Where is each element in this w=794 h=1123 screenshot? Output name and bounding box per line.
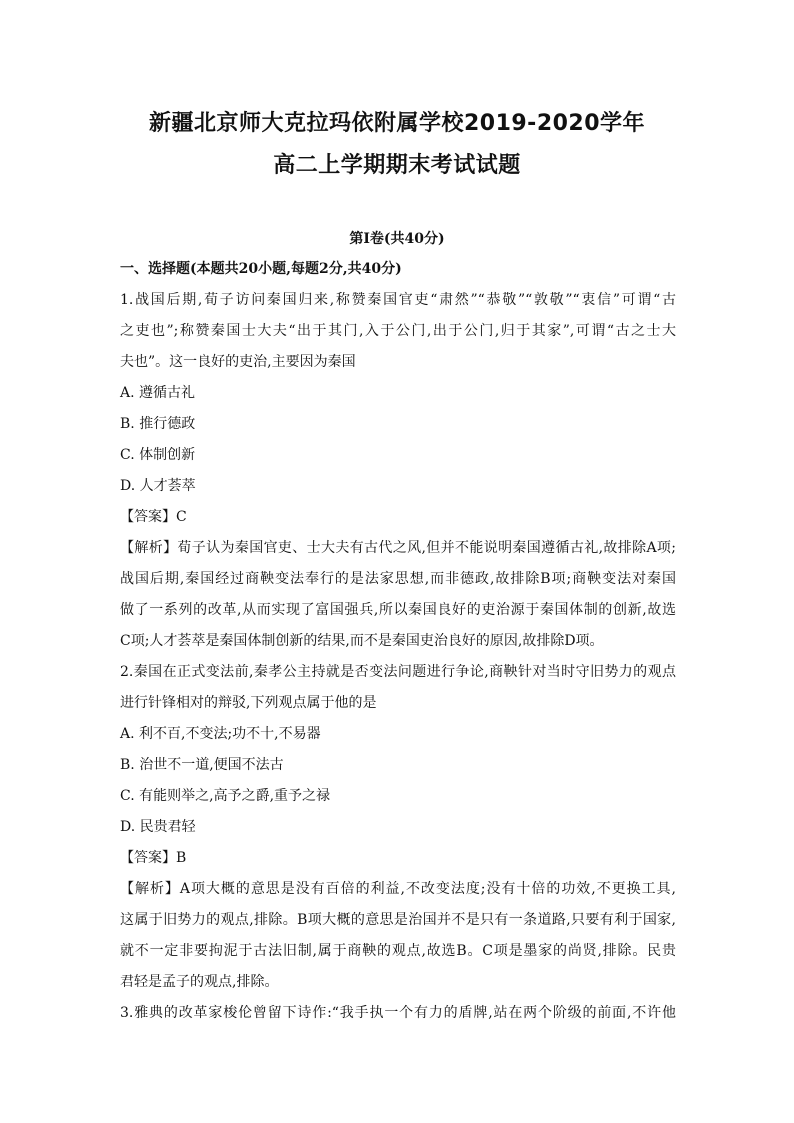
question-1-option-b: B. 推行德政 [120,416,196,432]
question-2-stem-line: 2.秦国在正式变法前,秦孝公主持就是否变法问题进行争论,商鞅针对当时守旧势力的观点 [120,664,676,680]
question-1-analysis-line: C项;人才荟萃是秦国体制创新的结果,而不是秦国吏治良好的原因,故排除D项。 [120,633,604,649]
question-2-analysis-line: 君轻是孟子的观点,排除。 [120,974,279,990]
document-title-line-2: 高二上学期期末考试试题 [273,153,521,178]
question-1-analysis-line: 【解析】荀子认为秦国官吏、士大夫有古代之风,但并不能说明秦国遵循古礼,故排除A项; [120,540,676,556]
question-1-option-d: D. 人才荟萃 [120,478,196,494]
part-heading: 一、选择题(本题共20小题,每题2分,共40分) [120,261,402,277]
question-2-analysis-line: 这属于旧势力的观点,排除。B项大概的意思是治国并不是只有一条道路,只要有利于国家, [120,912,676,928]
question-1-analysis-line: 做了一系列的改革,从而实现了富国强兵,所以秦国良好的吏治源于秦国体制的创新,故选 [120,602,676,618]
question-3-stem-line: 3.雅典的改革家梭伦曾留下诗作:“我手执一个有力的盾牌,站在两个阶级的前面,不许他 [120,1005,676,1021]
question-1-analysis-line: 战国后期,秦国经过商鞅变法奉行的是法家思想,而非德政,故排除B项;商鞅变法对秦国 [120,571,676,587]
question-2-option-b: B. 治世不一道,便国不法古 [120,757,284,773]
question-1-option-a: A. 遵循古礼 [120,385,196,401]
question-2-option-a: A. 利不百,不变法;功不十,不易器 [120,726,321,742]
question-2-option-c: C. 有能则举之,高予之爵,重予之禄 [120,788,331,804]
volume-heading: 第Ⅰ卷(共40分) [349,231,445,247]
question-2-analysis-line: 【解析】A项大概的意思是没有百倍的利益,不改变法度;没有十倍的功效,不更换工具, [120,881,676,897]
question-2-stem-line: 进行针锋相对的辩驳,下列观点属于他的是 [120,695,377,711]
question-2-option-d: D. 民贵君轻 [120,819,196,835]
question-1-stem-line: 夫也”。这一良好的吏治,主要因为秦国 [120,354,356,370]
question-1-stem-line: 1.战国后期,荀子访问秦国归来,称赞秦国官吏“肃然”“恭敬”“敦敬”“衷信”可谓“古 [120,292,676,308]
question-1-answer: 【答案】C [120,509,187,525]
document-title-line-1: 新疆北京师大克拉玛依附属学校2019-2020学年 [148,111,646,136]
question-2-analysis-line: 就不一定非要拘泥于古法旧制,属于商鞅的观点,故选B。C项是墨家的尚贤,排除。民贵 [120,943,676,959]
question-1-stem-line: 之吏也”;称赞秦国士大夫“出于其门,入于公门,出于公门,归于其家”,可谓“古之士大 [120,323,676,339]
question-2-answer: 【答案】B [120,850,187,866]
question-1-option-c: C. 体制创新 [120,447,196,463]
